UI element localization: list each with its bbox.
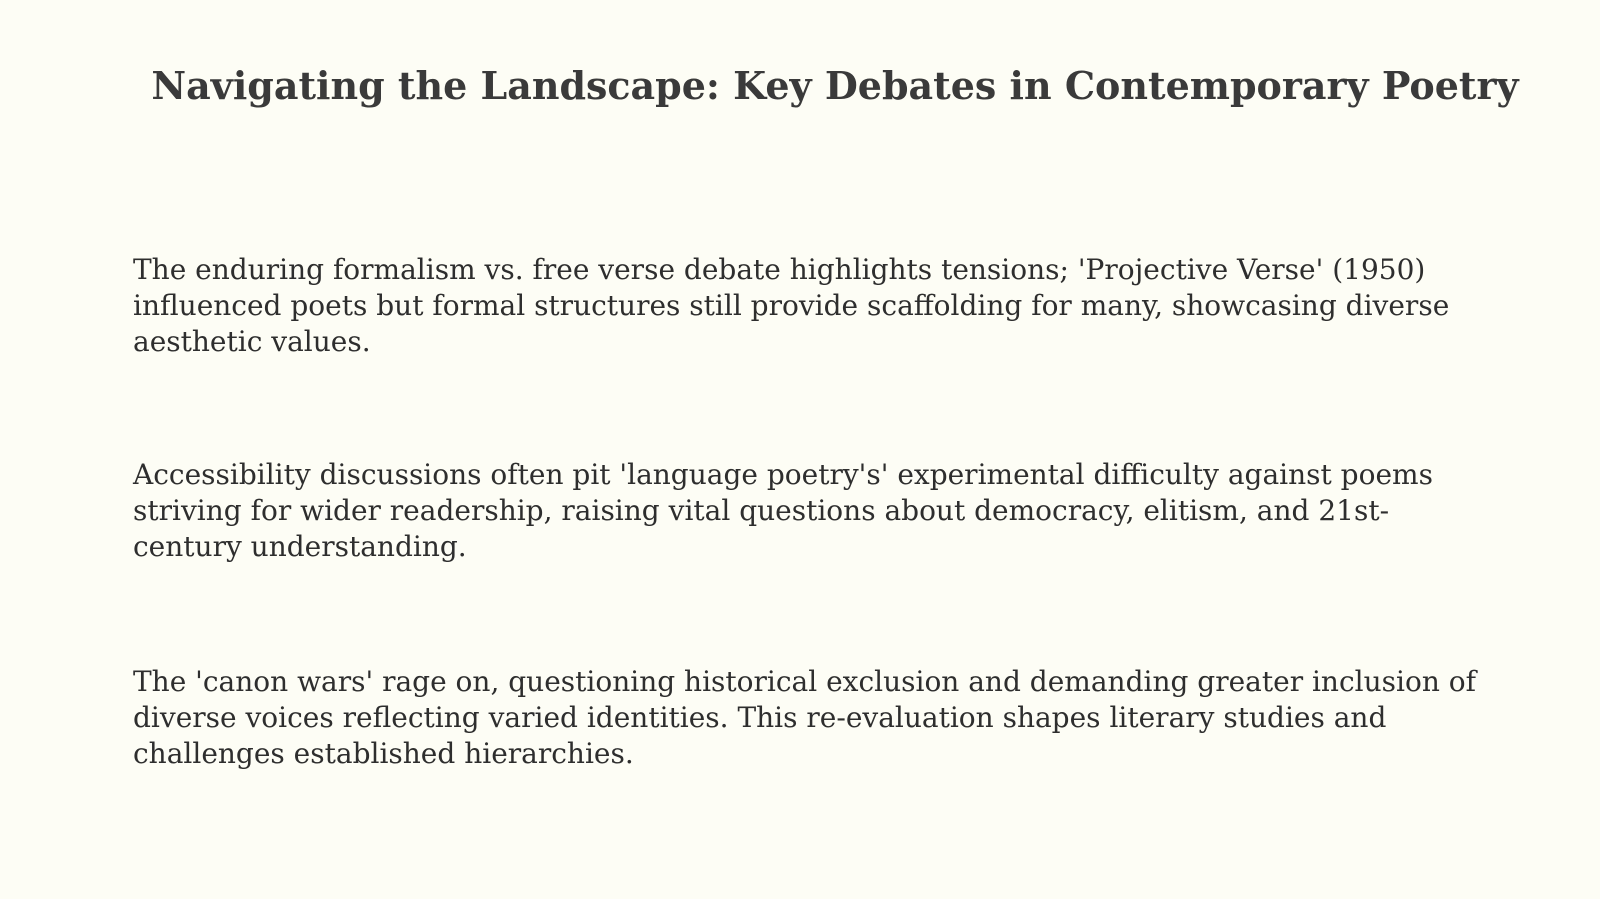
paragraph-formalism-debate: The enduring formalism vs. free verse debate highlights tensions; 'Projective Verse' (1950) influenced poets but formal structures still provide scaffolding for many, showcasing diverse aesthetic values. [133, 253, 1450, 358]
paragraph-accessibility-debate: Accessibility discussions often pit 'language poetry's' experimental difficulty against poems striving for wider readership, raising vital questions about democracy, elitism, and 21st-century understanding. [133, 458, 1433, 563]
paragraph-canon-wars: The 'canon wars' rage on, questioning historical exclusion and demanding greater inclusion of diverse voices reflecting varied identities. This re-evaluation shapes literary studies and challenges established hierarchies. [133, 665, 1476, 770]
slide-title: Navigating the Landscape: Key Debates in Contemporary Poetry [151, 63, 1519, 108]
